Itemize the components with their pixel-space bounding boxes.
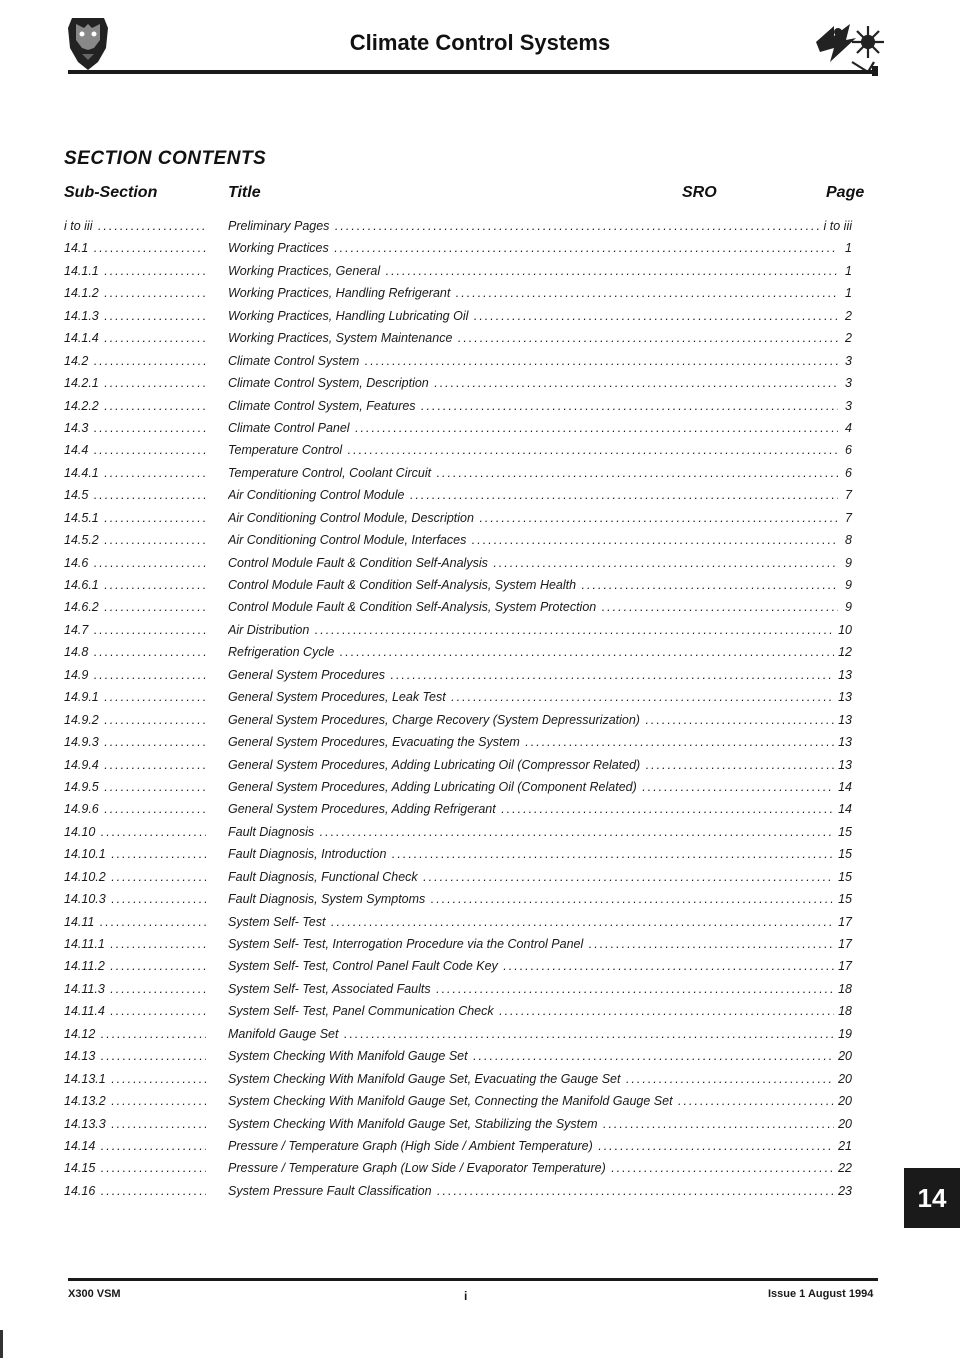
toc-subsection-number: 14.7 ..... <box>64 623 206 637</box>
toc-row <box>64 399 852 421</box>
toc-page-number: 13 <box>838 712 852 727</box>
toc-row <box>64 286 852 308</box>
toc-subsection-number: 14.4.1 ..... <box>64 466 206 480</box>
toc-row <box>64 511 852 533</box>
toc-subsection-number: 14.16 ..... <box>64 1184 206 1198</box>
toc-page-number: 18 <box>838 1004 852 1019</box>
page-title: Climate Control Systems <box>349 30 611 55</box>
toc-subsection-number: 14.14 ..... <box>64 1139 206 1153</box>
toc-entry-title: System Self- Test, Associated Faults ..... <box>228 982 834 996</box>
toc-page-number: 19 <box>838 1026 852 1041</box>
toc-page-number: 3 <box>845 353 852 368</box>
toc-page-number: 13 <box>838 667 852 682</box>
toc-row <box>64 309 852 331</box>
toc-entry-title: Temperature Control ..... <box>228 443 838 457</box>
toc-row <box>64 645 852 667</box>
table-of-contents <box>64 219 852 1206</box>
toc-entry-title: System Checking With Manifold Gauge Set, Stabilizing the System ..... <box>228 1117 834 1131</box>
toc-subsection-number: 14.11 ..... <box>64 915 206 929</box>
toc-subsection-number: 14.5.1 ..... <box>64 511 206 525</box>
toc-entry-title: System Pressure Fault Classification ..... <box>228 1184 834 1198</box>
toc-entry-title: Air Conditioning Control Module, Description ..... <box>228 511 838 525</box>
toc-page-number: 1 <box>845 263 852 278</box>
toc-page-number: i to iii <box>823 219 852 233</box>
toc-subsection-number: 14.11.4 ..... <box>64 1004 206 1018</box>
toc-row <box>64 1161 852 1183</box>
toc-entry-title: Working Practices, System Maintenance ..... <box>228 331 838 345</box>
toc-row <box>64 600 852 622</box>
toc-page-number: 21 <box>838 1138 852 1153</box>
toc-entry-title: Climate Control Panel ..... <box>228 421 838 435</box>
toc-subsection-number: 14.9.1 ..... <box>64 690 206 704</box>
toc-page-number: 23 <box>838 1183 852 1198</box>
toc-entry-title: Pressure / Temperature Graph (High Side / Ambient Temperature) ..... <box>228 1139 834 1153</box>
toc-page-number: 6 <box>845 443 852 458</box>
toc-entry-title: Climate Control System, Features ..... <box>228 399 838 413</box>
toc-entry-title: General System Procedures, Evacuating the System ..... <box>228 735 834 749</box>
header-rule-end <box>872 66 878 76</box>
toc-page-number: 17 <box>838 914 852 929</box>
toc-entry-title: Fault Diagnosis, Introduction ..... <box>228 847 834 861</box>
toc-row <box>64 1004 852 1026</box>
toc-subsection-number: 14.10 ..... <box>64 825 206 839</box>
toc-row <box>64 466 852 488</box>
toc-row <box>64 802 852 824</box>
toc-row <box>64 331 852 353</box>
toc-subsection-number: 14.13.3 ..... <box>64 1117 206 1131</box>
section-title: SECTION CONTENTS <box>64 148 267 169</box>
climate-control-icon <box>812 18 890 74</box>
toc-subsection-number: 14.9.5 ..... <box>64 780 206 794</box>
toc-page-number: 13 <box>838 757 852 772</box>
toc-row <box>64 915 852 937</box>
toc-page-number: 13 <box>838 690 852 705</box>
header-rule <box>68 70 872 74</box>
toc-entry-title: Working Practices, General ..... <box>228 264 838 278</box>
toc-row <box>64 735 852 757</box>
footer-document-id: X300 VSM <box>68 1288 121 1300</box>
toc-row <box>64 1139 852 1161</box>
toc-row <box>64 376 852 398</box>
toc-row <box>64 578 852 600</box>
toc-row <box>64 668 852 690</box>
toc-page-number: 15 <box>838 847 852 862</box>
toc-subsection-number: 14.9.4 ..... <box>64 758 206 772</box>
toc-page-number: 20 <box>838 1071 852 1086</box>
column-header-sro: SRO <box>682 184 717 201</box>
toc-entry-title: Climate Control System ..... <box>228 354 838 368</box>
column-header-page: Page <box>826 184 865 201</box>
toc-entry-title: General System Procedures, Adding Lubricating Oil (Component Related) ..... <box>228 780 834 794</box>
toc-page-number: 9 <box>845 600 852 615</box>
toc-page-number: 2 <box>845 331 852 346</box>
toc-entry-title: Air Distribution ..... <box>228 623 834 637</box>
toc-subsection-number: 14.9.3 ..... <box>64 735 206 749</box>
toc-row <box>64 623 852 645</box>
toc-entry-title: General System Procedures, Charge Recovery (System Depressurization) ..... <box>228 713 834 727</box>
toc-page-number: 6 <box>845 465 852 480</box>
toc-page-number: 4 <box>845 420 852 435</box>
toc-page-number: 20 <box>838 1116 852 1131</box>
toc-entry-title: Climate Control System, Description ..... <box>228 376 838 390</box>
toc-row <box>64 354 852 376</box>
toc-page-number: 10 <box>838 622 852 637</box>
toc-subsection-number: 14.2 ..... <box>64 354 206 368</box>
toc-page-number: 1 <box>845 286 852 301</box>
toc-subsection-number: i to iii ..... <box>64 219 206 233</box>
toc-subsection-number: 14.13.1 ..... <box>64 1072 206 1086</box>
toc-subsection-number: 14.9.6 ..... <box>64 802 206 816</box>
toc-entry-title: Working Practices, Handling Refrigerant ..... <box>228 286 838 300</box>
toc-entry-title: Control Module Fault & Condition Self-Analysis, System Protection ..... <box>228 600 838 614</box>
toc-entry-title: Manifold Gauge Set ..... <box>228 1027 834 1041</box>
toc-subsection-number: 14.10.2 ..... <box>64 870 206 884</box>
toc-entry-title: Air Conditioning Control Module, Interfaces ..... <box>228 533 838 547</box>
toc-entry-title: System Checking With Manifold Gauge Set ..... <box>228 1049 834 1063</box>
toc-page-number: 14 <box>838 802 852 817</box>
toc-row <box>64 1027 852 1049</box>
toc-row <box>64 959 852 981</box>
toc-row <box>64 780 852 802</box>
toc-entry-title: System Checking With Manifold Gauge Set, Connecting the Manifold Gauge Set ..... <box>228 1094 834 1108</box>
footer-issue-date: Issue 1 August 1994 <box>768 1288 874 1300</box>
toc-subsection-number: 14.6 ..... <box>64 556 206 570</box>
toc-entry-title: System Checking With Manifold Gauge Set, Evacuating the Gauge Set ..... <box>228 1072 834 1086</box>
column-header-subsection: Sub-Section <box>64 184 158 201</box>
column-header-title: Title <box>228 184 261 201</box>
toc-entry-title: Working Practices, Handling Lubricating Oil ..... <box>228 309 838 323</box>
toc-row <box>64 825 852 847</box>
toc-page-number: 15 <box>838 869 852 884</box>
toc-entry-title: System Self- Test, Panel Communication Check ..... <box>228 1004 834 1018</box>
footer-page-number: i <box>464 1289 468 1303</box>
toc-page-number: 14 <box>838 779 852 794</box>
toc-page-number: 8 <box>845 533 852 548</box>
toc-subsection-number: 14.11.1 ..... <box>64 937 206 951</box>
toc-subsection-number: 14.10.1 ..... <box>64 847 206 861</box>
toc-subsection-number: 14.1 ..... <box>64 241 206 255</box>
toc-page-number: 3 <box>845 376 852 391</box>
toc-row <box>64 1094 852 1116</box>
toc-page-number: 17 <box>838 937 852 951</box>
toc-entry-title: Air Conditioning Control Module ..... <box>228 488 838 502</box>
toc-subsection-number: 14.1.4 ..... <box>64 331 206 345</box>
toc-row <box>64 556 852 578</box>
page-edge-mark <box>0 1330 3 1358</box>
toc-subsection-number: 14.11.3 ..... <box>64 982 206 996</box>
toc-subsection-number: 14.12 ..... <box>64 1027 206 1041</box>
toc-page-number: 1 <box>845 241 852 256</box>
toc-row <box>64 847 852 869</box>
toc-subsection-number: 14.11.2 ..... <box>64 959 206 973</box>
section-tab: 14 <box>904 1168 960 1228</box>
toc-entry-title: General System Procedures, Adding Refrigerant ..... <box>228 802 834 816</box>
toc-page-number: 15 <box>838 824 852 839</box>
toc-subsection-number: 14.9 ..... <box>64 668 206 682</box>
toc-page-number: 17 <box>838 959 852 974</box>
toc-entry-title: System Self- Test, Control Panel Fault Code Key ..... <box>228 959 834 973</box>
toc-row <box>64 264 852 286</box>
toc-entry-title: Preliminary Pages ..... <box>228 219 820 233</box>
toc-entry-title: Control Module Fault & Condition Self-Analysis ..... <box>228 556 838 570</box>
toc-page-number: 18 <box>838 981 852 996</box>
toc-page-number: 12 <box>838 645 852 660</box>
toc-subsection-number: 14.15 ..... <box>64 1161 206 1175</box>
toc-entry-title: System Self- Test ..... <box>228 915 834 929</box>
toc-entry-title: Working Practices ..... <box>228 241 838 255</box>
toc-row <box>64 219 852 241</box>
toc-row <box>64 758 852 780</box>
toc-subsection-number: 14.6.2 ..... <box>64 600 206 614</box>
toc-row <box>64 690 852 712</box>
toc-entry-title: Fault Diagnosis, Functional Check ..... <box>228 870 834 884</box>
toc-row <box>64 533 852 555</box>
toc-subsection-number: 14.1.1 ..... <box>64 264 206 278</box>
toc-row <box>64 870 852 892</box>
toc-page-number: 7 <box>845 488 852 503</box>
toc-page-number: 3 <box>845 398 852 413</box>
toc-row <box>64 421 852 443</box>
toc-subsection-number: 14.9.2 ..... <box>64 713 206 727</box>
toc-subsection-number: 14.8 ..... <box>64 645 206 659</box>
toc-row <box>64 1049 852 1071</box>
toc-row <box>64 1117 852 1139</box>
toc-row <box>64 443 852 465</box>
toc-page-number: 20 <box>838 1049 852 1064</box>
toc-page-number: 20 <box>838 1094 852 1109</box>
toc-page-number: 9 <box>845 555 852 570</box>
toc-entry-title: General System Procedures, Adding Lubricating Oil (Compressor Related) ..... <box>228 758 834 772</box>
toc-row <box>64 982 852 1004</box>
toc-subsection-number: 14.6.1 ..... <box>64 578 206 592</box>
toc-entry-title: General System Procedures ..... <box>228 668 834 682</box>
toc-row <box>64 488 852 510</box>
toc-entry-title: System Self- Test, Interrogation Procedure via the Control Panel ..... <box>228 937 834 951</box>
toc-page-number: 13 <box>838 735 852 750</box>
toc-page-number: 9 <box>845 578 852 592</box>
toc-row <box>64 892 852 914</box>
toc-entry-title: Fault Diagnosis ..... <box>228 825 834 839</box>
toc-row <box>64 713 852 735</box>
toc-entry-title: Control Module Fault & Condition Self-Analysis, System Health ..... <box>228 578 838 592</box>
toc-page-number: 7 <box>845 510 852 525</box>
toc-subsection-number: 14.2.2 ..... <box>64 399 206 413</box>
toc-row <box>64 1072 852 1094</box>
toc-subsection-number: 14.3 ..... <box>64 421 206 435</box>
footer-rule <box>68 1278 878 1281</box>
toc-subsection-number: 14.13.2 ..... <box>64 1094 206 1108</box>
toc-page-number: 22 <box>838 1161 852 1176</box>
toc-subsection-number: 14.5.2 ..... <box>64 533 206 547</box>
toc-subsection-number: 14.10.3 ..... <box>64 892 206 906</box>
toc-entry-title: Pressure / Temperature Graph (Low Side / Evaporator Temperature) ..... <box>228 1161 834 1175</box>
toc-page-number: 15 <box>838 892 852 907</box>
toc-entry-title: Temperature Control, Coolant Circuit ..... <box>228 466 838 480</box>
toc-row <box>64 241 852 263</box>
toc-row <box>64 1184 852 1206</box>
toc-entry-title: Fault Diagnosis, System Symptoms ..... <box>228 892 834 906</box>
toc-subsection-number: 14.2.1 ..... <box>64 376 206 390</box>
toc-subsection-number: 14.1.2 ..... <box>64 286 206 300</box>
toc-subsection-number: 14.5 ..... <box>64 488 206 502</box>
toc-subsection-number: 14.1.3 ..... <box>64 309 206 323</box>
toc-subsection-number: 14.13 ..... <box>64 1049 206 1063</box>
toc-page-number: 2 <box>845 308 852 323</box>
toc-entry-title: General System Procedures, Leak Test ..... <box>228 690 834 704</box>
toc-row <box>64 937 852 959</box>
toc-entry-title: Refrigeration Cycle ..... <box>228 645 834 659</box>
toc-subsection-number: 14.4 ..... <box>64 443 206 457</box>
